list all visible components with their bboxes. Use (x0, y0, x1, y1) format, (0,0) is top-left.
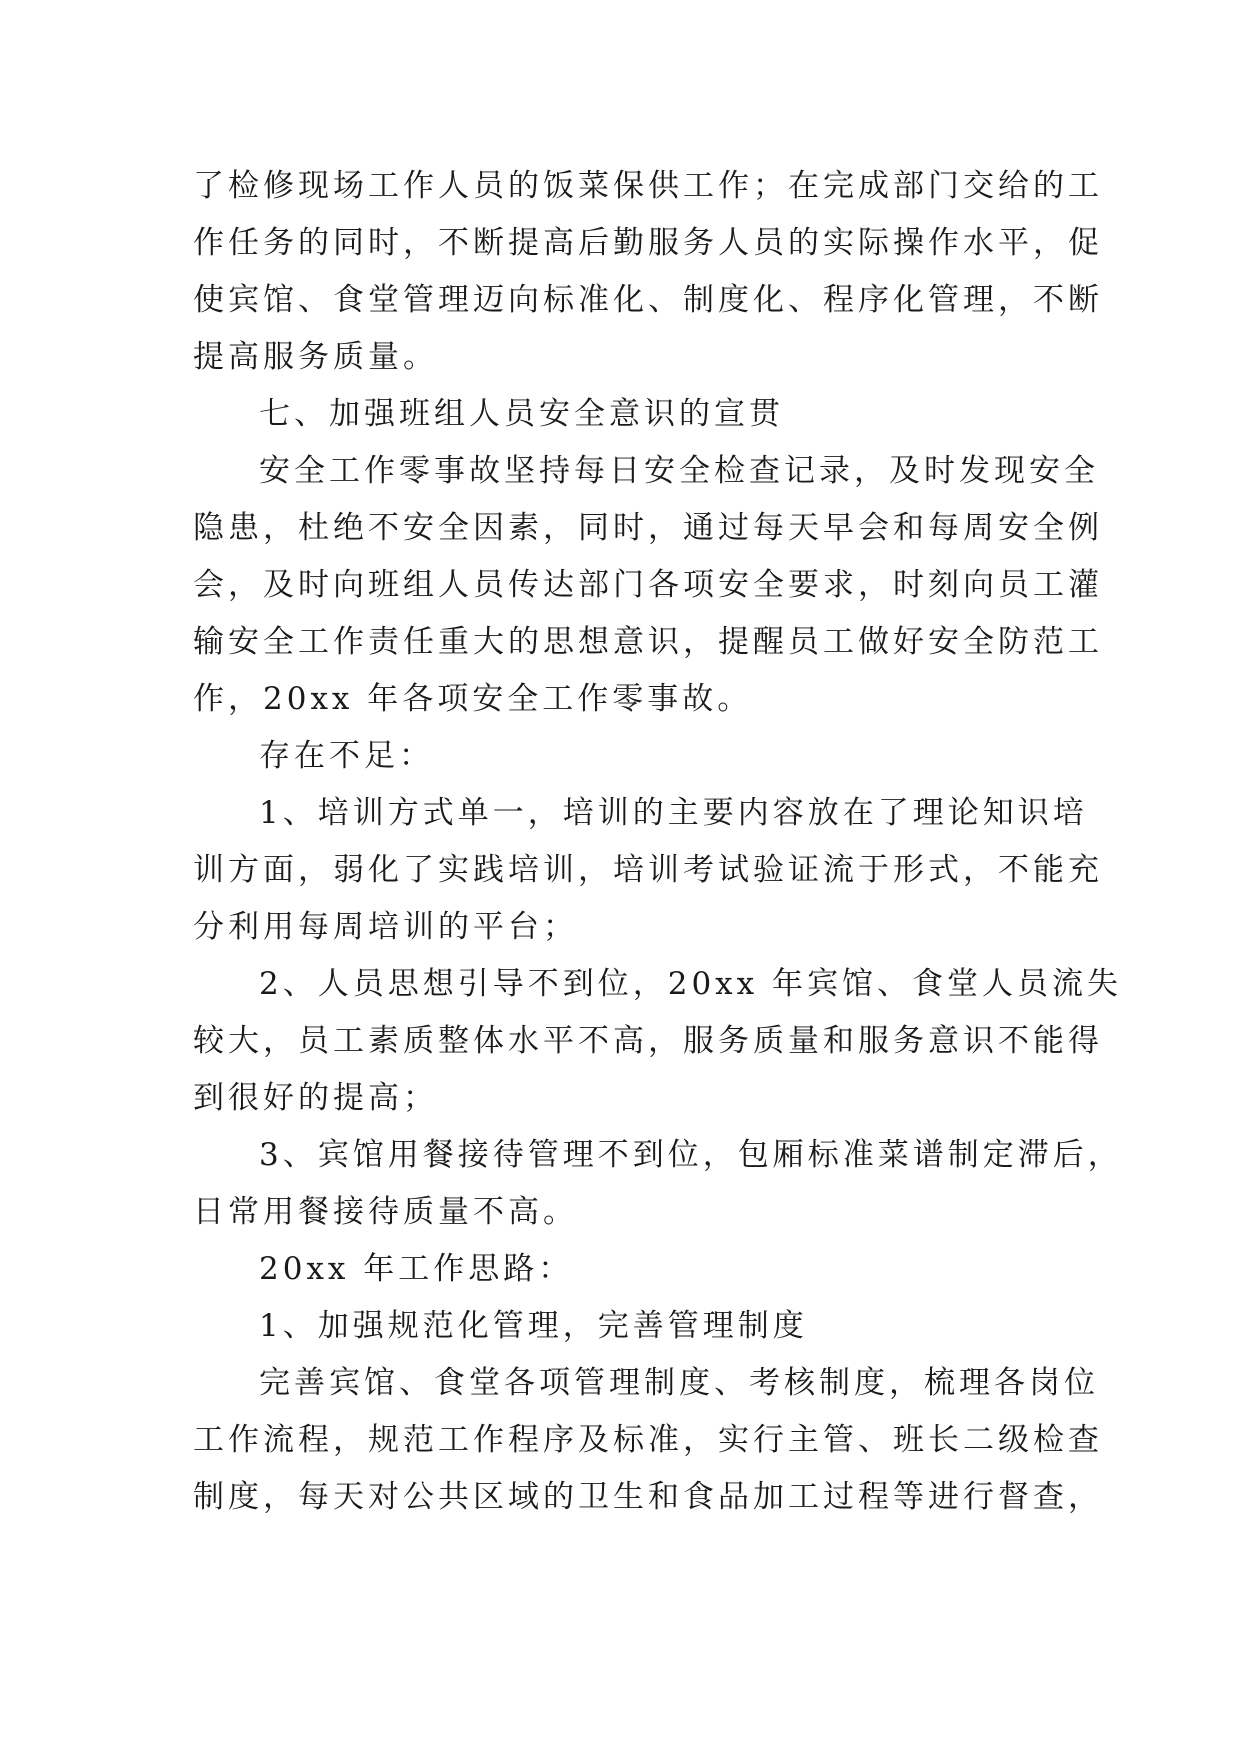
text-line: 较大，员工素质整体水平不高，服务质量和服务意识不能得 (193, 1023, 1103, 1059)
text-line: 使宾馆、食堂管理迈向标准化、制度化、程序化管理，不断 (193, 282, 1103, 318)
text-line: 完善宾馆、食堂各项管理制度、考核制度，梳理各岗位 (259, 1365, 1099, 1401)
list-item: 3、宾馆用餐接待管理不到位，包厢标准菜谱制定滞后， (259, 1137, 1123, 1173)
text-line: 会，及时向班组人员传达部门各项安全要求，时刻向员工灌 (193, 567, 1103, 603)
text-line: 提高服务质量。 (193, 339, 438, 375)
text-line: 安全工作零事故坚持每日安全检查记录，及时发现安全 (259, 453, 1099, 489)
text-line: 分利用每周培训的平台； (193, 909, 578, 945)
list-item: 1、加强规范化管理，完善管理制度 (259, 1308, 808, 1344)
section-heading: 20xx 年工作思路： (259, 1251, 574, 1287)
text-line: 日常用餐接待质量不高。 (193, 1194, 578, 1230)
section-heading: 七、加强班组人员安全意识的宣贯 (259, 396, 784, 432)
document-body (193, 158, 1123, 1526)
text-line: 隐患，杜绝不安全因素，同时，通过每天早会和每周安全例 (193, 510, 1103, 546)
text-line: 输安全工作责任重大的思想意识，提醒员工做好安全防范工 (193, 624, 1103, 660)
text-line: 了检修现场工作人员的饭菜保供工作；在完成部门交给的工 (193, 168, 1103, 204)
text-line: 训方面，弱化了实践培训，培训考试验证流于形式，不能充 (193, 852, 1103, 888)
text-line: 作，20xx 年各项安全工作零事故。 (193, 681, 753, 717)
list-item: 1、培训方式单一，培训的主要内容放在了理论知识培 (259, 795, 1088, 831)
text-line: 工作流程，规范工作程序及标准，实行主管、班长二级检查 (193, 1422, 1103, 1458)
section-heading: 存在不足： (259, 738, 434, 774)
list-item: 2、人员思想引导不到位，20xx 年宾馆、食堂人员流失 (259, 966, 1122, 1002)
text-line: 到很好的提高； (193, 1080, 438, 1116)
text-line: 作任务的同时，不断提高后勤服务人员的实际操作水平，促 (193, 225, 1103, 261)
text-line: 制度，每天对公共区域的卫生和食品加工过程等进行督查， (193, 1479, 1103, 1515)
